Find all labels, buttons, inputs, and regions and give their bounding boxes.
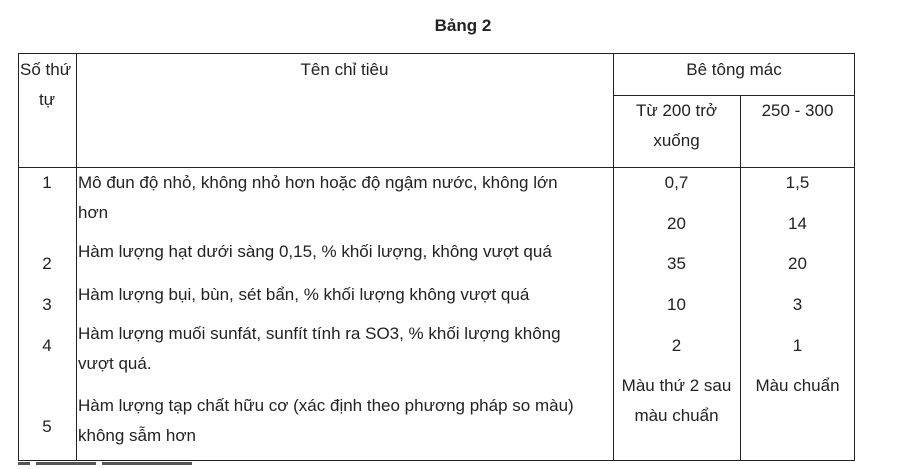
row-value-high: 1,5 <box>785 173 810 192</box>
row-number: 4 <box>42 336 52 355</box>
row-criteria-line1: Hàm lượng hạt dưới sàng 0,15, % khối lượng, không vượt quá <box>78 242 552 261</box>
row-value-low-line2: màu chuẩn <box>634 406 719 425</box>
row-value-low: 35 <box>667 254 686 273</box>
header-grade-low-line2: xuống <box>653 131 700 150</box>
header-grade-high: 250 - 300 <box>761 101 834 120</box>
row-criteria-line2: không sẫm hơn <box>78 426 196 445</box>
row-value-low: 20 <box>667 214 686 233</box>
column-divider <box>76 53 77 461</box>
header-number-line2: tự <box>38 90 56 109</box>
row-value-low: 2 <box>671 336 682 355</box>
header-criteria: Tên chỉ tiêu <box>300 60 389 79</box>
row-value-low: 0,7 <box>664 173 689 192</box>
row-value-low: 10 <box>667 295 686 314</box>
row-value-high: 14 <box>788 214 807 233</box>
row-value-high: Màu chuẩn <box>755 376 840 395</box>
row-number: 3 <box>42 295 52 314</box>
table-caption: Bảng 2 <box>434 16 492 35</box>
row-value-high: 3 <box>792 295 803 314</box>
row-value-low-line1: Màu thứ 2 sau <box>621 376 732 395</box>
row-value-high: 1 <box>792 336 803 355</box>
row-value-high: 20 <box>788 254 807 273</box>
header-grade-low-line1: Từ 200 trở <box>635 101 718 120</box>
row-criteria-line1: Hàm lượng tạp chất hữu cơ (xác định theo phương pháp so màu) <box>78 396 574 415</box>
row-number: 1 <box>42 173 52 192</box>
row-criteria-line1: Mô đun độ nhỏ, không nhỏ hơn hoặc độ ngậm nước, không lớn <box>78 173 558 192</box>
row-criteria-line2: vượt quá. <box>78 354 152 373</box>
row-number: 2 <box>42 254 52 273</box>
header-number-line1: Số thứ <box>20 60 72 79</box>
clipped-text-below <box>18 462 218 469</box>
header-concrete-grade: Bê tông mác <box>686 60 782 79</box>
row-number: 5 <box>42 417 52 436</box>
row-criteria-line2: hơn <box>78 203 109 222</box>
row-criteria-line1: Hàm lượng bụi, bùn, sét bẩn, % khối lượng không vượt quá <box>78 285 530 304</box>
row-criteria-line1: Hàm lượng muối sunfát, sunfít tính ra SO3, % khối lượng không <box>78 324 561 343</box>
